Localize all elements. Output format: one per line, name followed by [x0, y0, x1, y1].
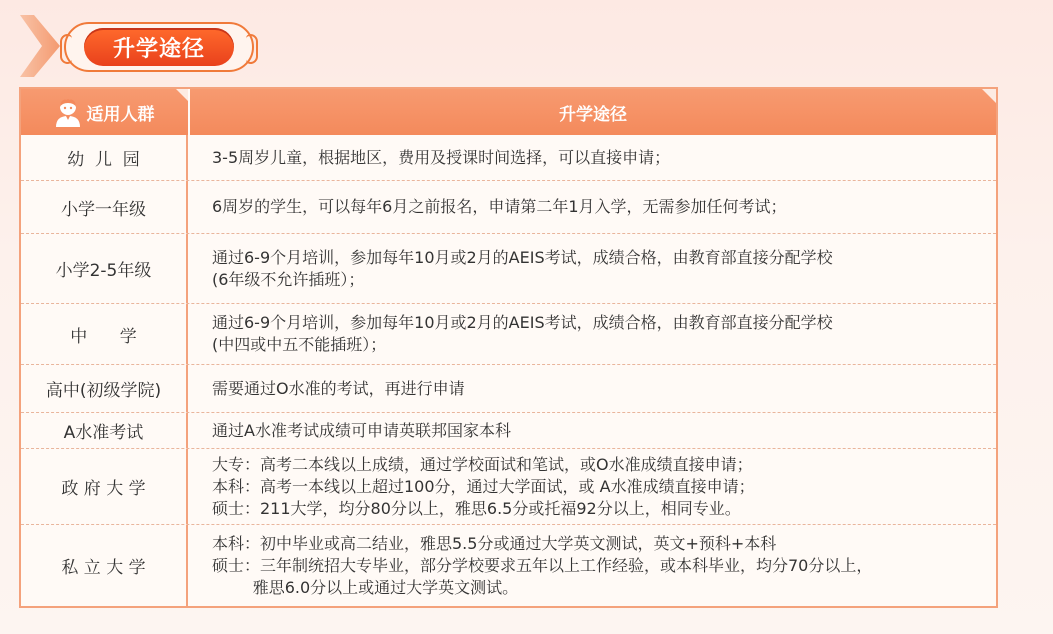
row-pathway — [188, 365, 996, 412]
table-row — [21, 365, 996, 413]
table-header — [21, 89, 996, 135]
row-pathway — [188, 181, 996, 233]
table-row — [21, 181, 996, 234]
row-group: 小学一年级 — [21, 181, 188, 233]
row-line: 通过6-9个月培训，参加每年10月或2月的AEIS考试，成绩合格，由教育部直接分配学校 — [212, 313, 833, 332]
row-line: 需要通过O水准的考试，再进行申请 — [212, 378, 465, 398]
table-row — [21, 234, 996, 304]
row-line: 硕士：三年制统招大专毕业，部分学校要求五年以上工作经验，或本科毕业，均分70分以上， — [212, 555, 873, 575]
table-row — [21, 304, 996, 365]
row-line: 6周岁的学生，可以每年6月之前报名，申请第二年1月入学，无需参加任何考试； — [212, 197, 787, 216]
row-line: 本科：高考一本线以上超过100分，通过大学面试，或 A水准成绩直接申请； — [212, 476, 755, 496]
row-line: 大专：高考二本线以上成绩，通过学校面试和笔试，或O水准成绩直接申请； — [212, 454, 753, 474]
row-pathway — [188, 525, 996, 606]
row-line: 通过A水准考试成绩可申请英联邦国家本科 — [212, 420, 511, 440]
table-row — [21, 449, 996, 525]
row-line: 本科：初中毕业或高二结业，雅思5.5分或通过大学英文测试，英文+预科+本科 — [212, 533, 777, 553]
row-group: 私 立 大 学 — [21, 525, 188, 606]
header-applicable-group — [21, 89, 188, 135]
row-group: 政 府 大 学 — [21, 449, 188, 524]
header-label-right: 升学途径 — [559, 104, 627, 125]
row-group: 小学2-5年级 — [21, 234, 188, 303]
header-label-left: 适用人群 — [86, 104, 155, 125]
table-row — [21, 413, 996, 449]
row-pathway — [188, 449, 996, 524]
header-pathway — [190, 89, 996, 135]
row-group: 中 学 — [21, 304, 188, 364]
row-group: 高中(初级学院) — [21, 365, 188, 412]
pathway-table — [19, 87, 998, 608]
table-row — [21, 135, 996, 181]
page-title: 升学途径 — [84, 28, 234, 66]
row-line: (中四或中五不能插班）； — [212, 335, 387, 354]
row-group: 幼 儿 园 — [21, 135, 188, 180]
row-line: 雅思6.0分以上或通过大学英文测试。 — [212, 577, 519, 597]
row-group: A水准考试 — [21, 413, 188, 448]
row-line: (6年级不允许插班）； — [212, 269, 365, 289]
table-row — [21, 525, 996, 606]
chevron-right-icon — [20, 15, 60, 77]
person-icon — [55, 97, 81, 127]
row-pathway — [188, 413, 996, 448]
row-pathway — [188, 135, 996, 180]
row-pathway — [188, 234, 996, 303]
row-line: 3-5周岁儿童，根据地区，费用及授课时间选择，可以直接申请； — [212, 147, 671, 167]
row-line: 通过6-9个月培训，参加每年10月或2月的AEIS考试，成绩合格，由教育部直接分配学校 — [212, 247, 833, 267]
row-line: 硕士：211大学，均分80分以上，雅思6.5分或托福92分以上，相同专业。 — [212, 498, 741, 518]
row-pathway — [188, 304, 996, 364]
